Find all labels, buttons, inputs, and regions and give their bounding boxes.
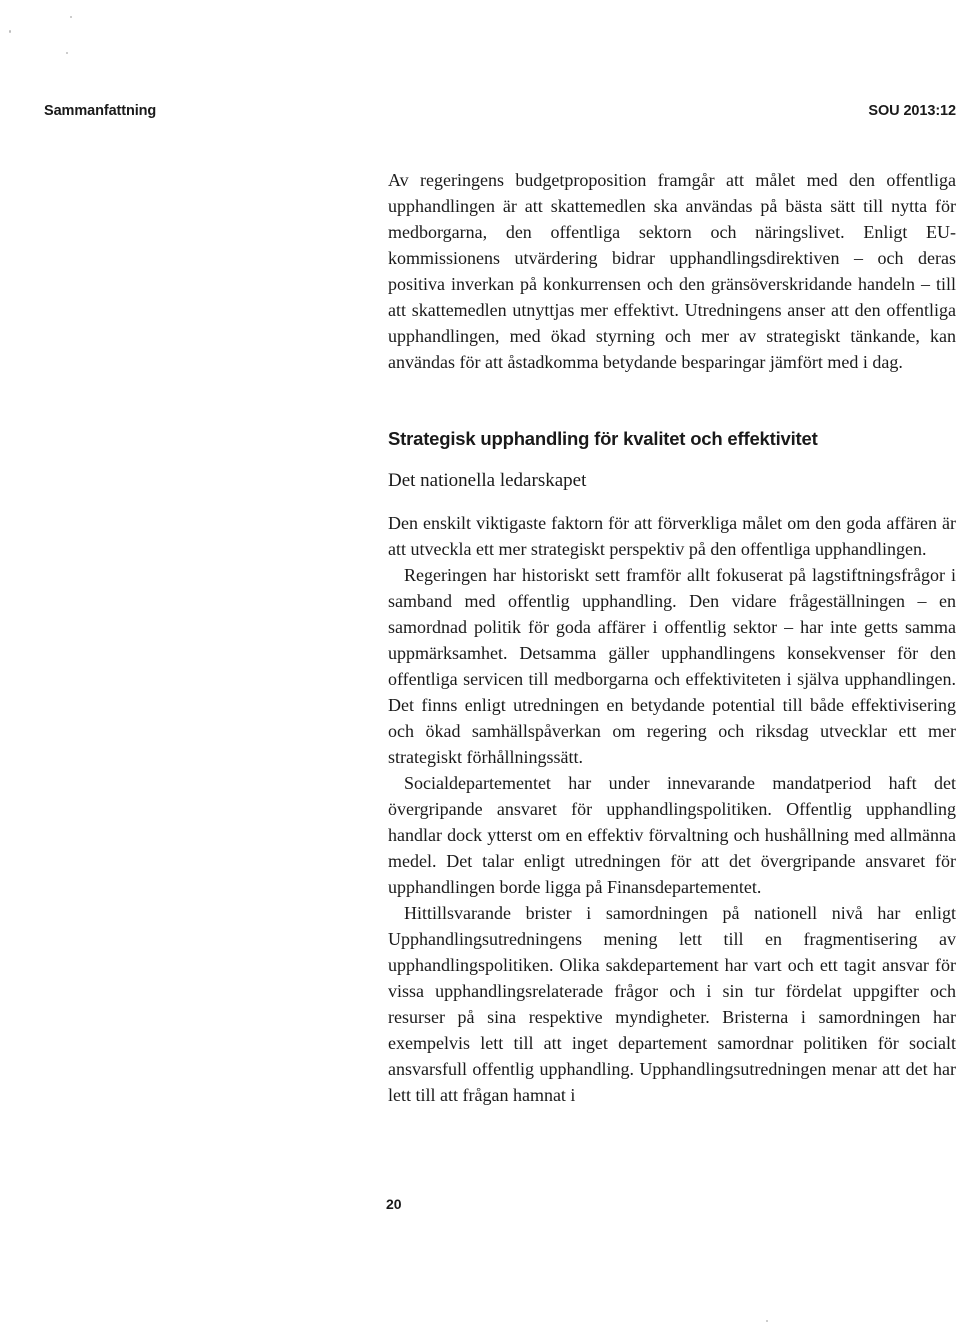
section-body xyxy=(388,510,956,1108)
body-paragraph: Regeringen har historiskt sett framför allt fokuserat på lagstiftningsfrågor i samband med offentlig upphandling. Den vidare frågeställningen – en samordnad politik för goda affärer i offentlig sektor – har inte getts samma uppmärksamhet. Detsamma gäller upphandlingens konsekvenser för den offentliga servicen till medborgarna och effektiviteten i själva upphandlingen. Det finns enligt utredningen en betydande potential till både effektivisering och ökad samhällspåverkan om regering och riksdag utvecklar ett mer strategiskt förhållningssätt. xyxy=(388,565,956,767)
running-header xyxy=(44,103,956,125)
intro-paragraph: Av regeringens budgetproposition framgår att målet med den offentliga upphandlingen är att skattemedlen ska användas på bästa sätt till nytta för medborgarna, den offentliga sektorn och näringslivet. Enligt EU-kommissionens utvärdering bidrar upphandlingsdirektiven – och deras positiva inverkan på konkurrensen och den gränsöverskridande handeln – till att skattemedlen utnyttjas mer effektivt. Utredningens anser att den offentliga upphandlingen, med ökad styrning och mer av strategiskt tänkande, kan användas för att åstadkomma betydande besparingar jämfört med i dag. xyxy=(388,170,956,372)
section-heading: Strategisk upphandling för kvalitet och effektivitet xyxy=(388,428,818,449)
scan-speck xyxy=(70,16,72,18)
running-header-reference: SOU 2013:12 xyxy=(868,103,956,119)
running-header-section: Sammanfattning xyxy=(44,103,157,119)
scan-speck xyxy=(766,1320,768,1322)
body-paragraph: Den enskilt viktigaste faktorn för att förverkliga målet om den goda affären är att utveckla ett mer strategiskt perspektiv på den offentliga upphandlingen. xyxy=(388,513,956,559)
body-paragraph: Hittillsvarande brister i samordningen på nationell nivå har enligt Upphandlingsutredningens mening lett till en fragmentisering av upphandlingspolitiken. Olika sakdepartement har vart och ett tagit ansvar för vissa upphandlingsrelaterade frågor och i sin tur fördelat uppgifter och resurser på sina respektive myndigheter. Bristerna i samordningen har exempelvis lett till att inget departement samordnar politiken för socialt ansvarsfull offentlig upphandling. Upphandlingsutredningen menar att det har lett till att frågan hamnat i xyxy=(388,903,956,1105)
scan-speck xyxy=(9,30,11,33)
scan-speck xyxy=(66,52,68,54)
page-number: 20 xyxy=(386,1196,402,1212)
body-paragraph: Socialdepartementet har under innevarande mandatperiod haft det övergripande ansvaret för upphandlingspolitiken. Offentlig upphandling handlar dock ytterst om en effektiv förvaltning och hushållning med allmänna medel. Det talar enligt utredningen för att det övergripande ansvaret för upphandlingen borde ligga på Finansdepartementet. xyxy=(388,773,956,897)
intro-text xyxy=(388,167,956,375)
sub-heading: Det nationella ledarskapet xyxy=(388,470,587,491)
